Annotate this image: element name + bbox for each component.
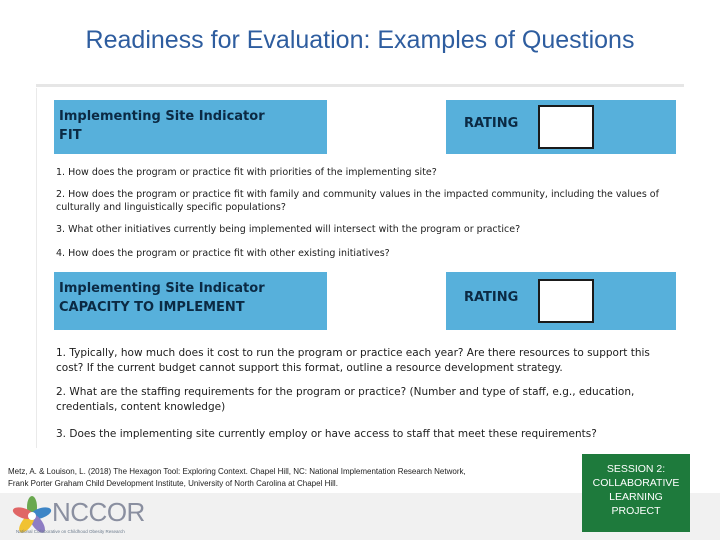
fit-indicator-box bbox=[54, 100, 327, 154]
session-badge bbox=[582, 454, 690, 532]
capacity-question-1: 1. Typically, how much does it cost to run the program or practice each year? Are there resources to support this cost? If the current budget cannot support this format, outline a resource development strategy. bbox=[56, 347, 650, 374]
indicator-heading: Implementing Site Indicator bbox=[59, 281, 265, 296]
capacity-question-2: 2. What are the staffing requirements for the program or practice? (Number and type of staff, e.g., education, credentials, content knowledge) bbox=[56, 386, 635, 413]
fit-rating-box bbox=[446, 100, 676, 154]
session-badge-line: SESSION 2: bbox=[606, 463, 666, 475]
slide-title: Readiness for Evaluation: Examples of Questions bbox=[85, 26, 635, 54]
fit-question-1: 1. How does the program or practice fit with priorities of the implementing site? bbox=[56, 167, 437, 178]
citation bbox=[8, 466, 548, 490]
title-divider bbox=[36, 84, 684, 87]
citation-line-2: Frank Porter Graham Child Development Institute, University of North Carolina at Chapel Hill. bbox=[8, 479, 338, 488]
capacity-question-3: 3. Does the implementing site currently employ or have access to staff that meet these requirements? bbox=[56, 428, 597, 440]
fit-rating-input[interactable] bbox=[538, 105, 594, 149]
session-badge-line: PROJECT bbox=[611, 505, 661, 517]
logo-tagline: National Collaborative on Childhood Obesity Research bbox=[16, 529, 125, 534]
fit-question-2: 2. How does the program or practice fit with family and community values in the impacted community, including the values of culturally and linguistically specific populations? bbox=[56, 189, 659, 213]
fit-question-4: 4. How does the program or practice fit with other existing initiatives? bbox=[56, 248, 390, 259]
capacity-rating-input[interactable] bbox=[538, 279, 594, 323]
capacity-rating-box bbox=[446, 272, 676, 330]
indicator-name: FIT bbox=[59, 128, 82, 143]
nccor-logo bbox=[12, 496, 170, 538]
rating-label: RATING bbox=[464, 290, 519, 305]
session-badge-line: LEARNING bbox=[609, 491, 663, 503]
indicator-heading: Implementing Site Indicator bbox=[59, 109, 265, 124]
citation-line-1: Metz, A. & Louison, L. (2018) The Hexagon Tool: Exploring Context. Chapel Hill, NC: National Implementation Research Network, bbox=[8, 467, 466, 476]
session-badge-line: COLLABORATIVE bbox=[592, 477, 680, 489]
fit-question-3: 3. What other initiatives currently being implemented will intersect with the program or practice? bbox=[56, 224, 521, 235]
capacity-indicator-box bbox=[54, 272, 327, 330]
indicator-name: CAPACITY TO IMPLEMENT bbox=[59, 300, 245, 315]
logo-wordmark: NCCOR bbox=[52, 497, 145, 527]
rating-label: RATING bbox=[464, 116, 519, 131]
